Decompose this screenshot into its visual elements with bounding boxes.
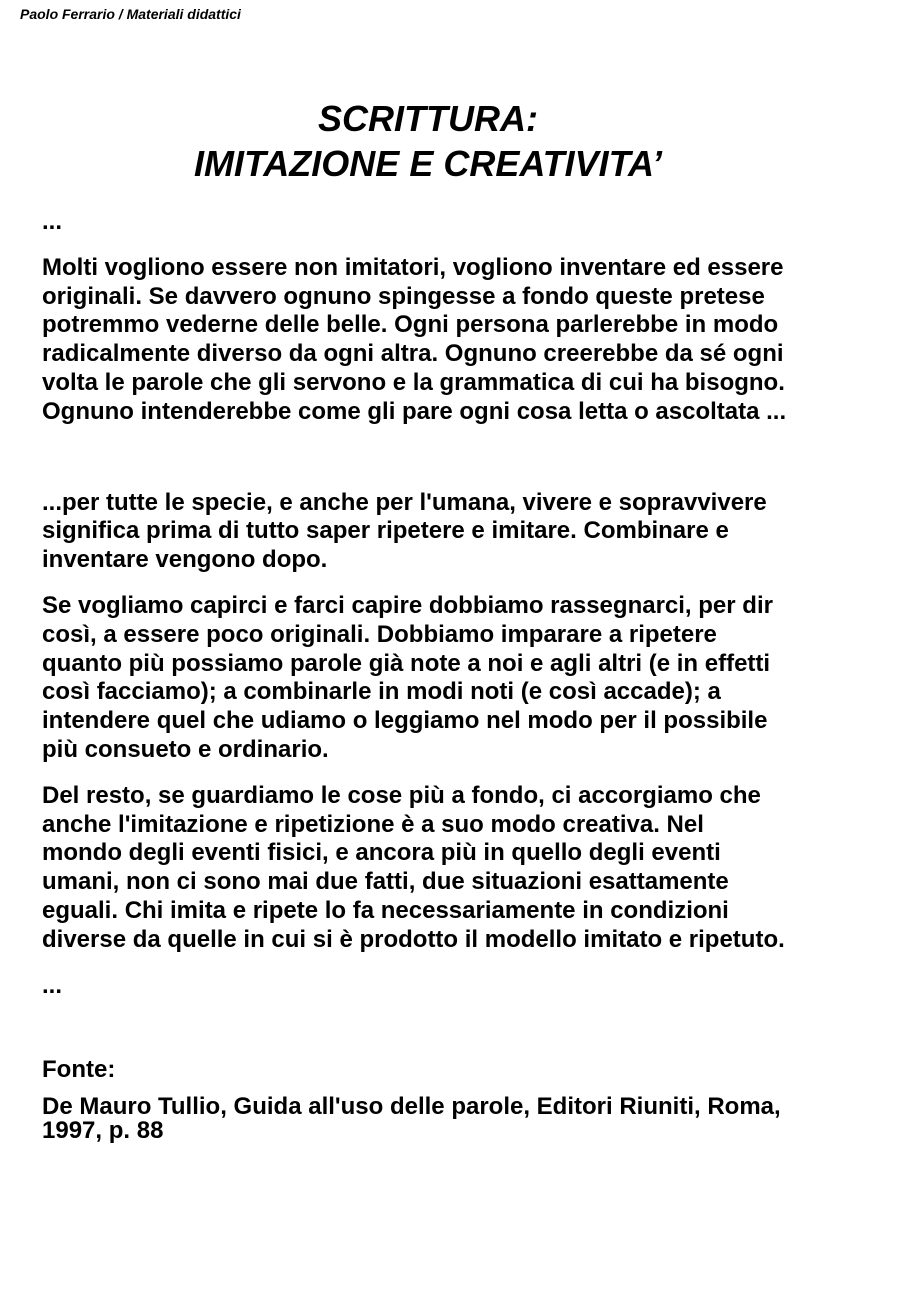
title-line-1: SCRITTURA: [318,98,538,139]
ellipsis-top: ... [42,208,63,235]
header-note: Paolo Ferrario / Materiali didattici [20,6,241,22]
paragraph-2: ...per tutte le specie, e anche per l'umana, vivere e sopravvivere significa prima di tutto saper ripetere e imitare. Combinare e inventare vengono dopo. [42,488,767,574]
ellipsis-bottom: ... [42,971,63,999]
source-label: Fonte: [42,1056,116,1084]
document-body [42,208,872,1143]
title-line-2: IMITAZIONE E CREATIVITA’ [194,143,662,184]
paragraph-3: Se vogliamo capirci e farci capire dobbiamo rassegnarci, per dir così, a essere poco originali. Dobbiamo imparare a ripetere quanto più possiamo parole già note a noi e agli altri (e in effetti così facciamo); a combinarle in modi noti (e così accade); a intendere quel che udiamo o leggiamo nel modo per il possibile più consueto e ordinario. [42,591,773,763]
page-title [0,96,856,186]
paragraph-4: Del resto, se guardiamo le cose più a fondo, ci accorgiamo che anche l'imitazione e ripetizione è a suo modo creativa. Nel mondo degli eventi fisici, e ancora più in quello degli eventi umani, non ci sono mai due fatti, due situazioni esattamente eguali. Chi imita e ripete lo fa necessariamente in condizioni diverse da quelle in cui si è prodotto il modello imitato e ripetuto. [42,781,785,953]
paragraph-1: Molti vogliono essere non imitatori, vogliono inventare ed essere originali. Se davvero ognuno spingesse a fondo queste pretese potremmo vederne delle belle. Ogni persona parlerebbe in modo radicalmente diverso da ogni altra. Ognuno creerebbe da sé ogni volta le parole che gli servono e la grammatica di cui ha bisogno. Ognuno intenderebbe come gli pare ogni cosa letta o ascoltata ... [42,253,787,425]
source-citation: De Mauro Tullio, Guida all'uso delle parole, Editori Riuniti, Roma, 1997, p. 88 [42,1093,781,1145]
